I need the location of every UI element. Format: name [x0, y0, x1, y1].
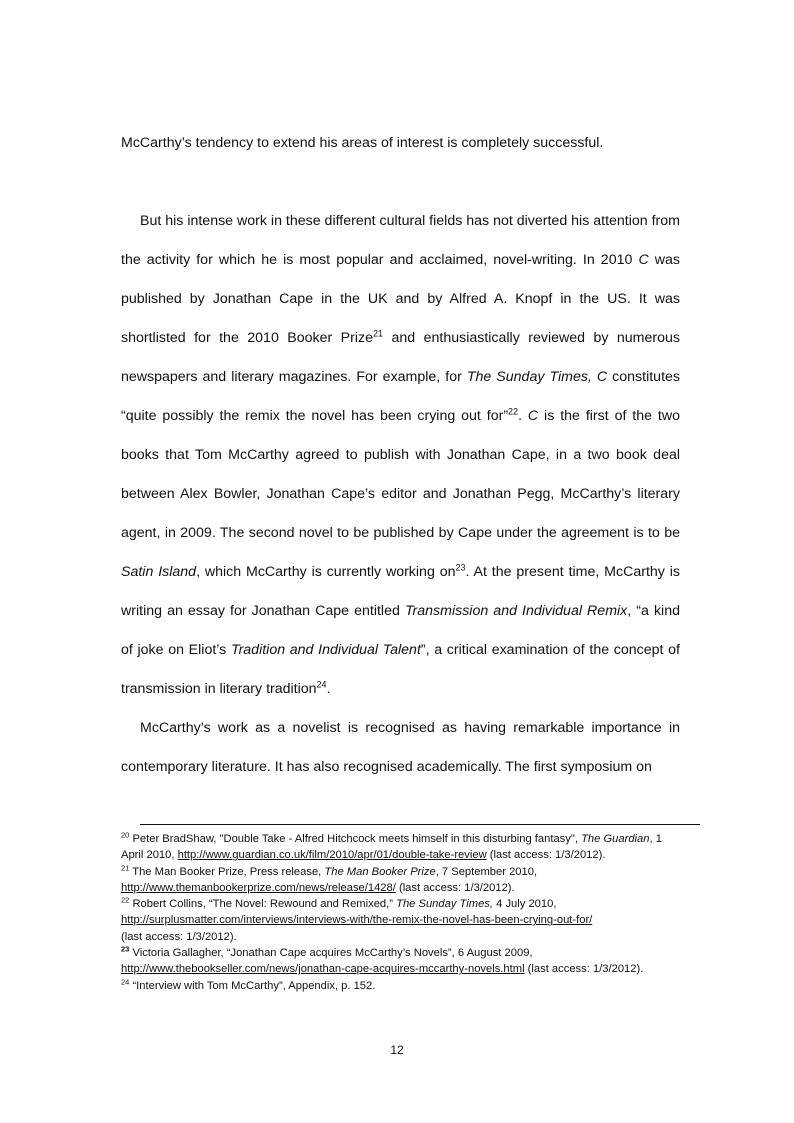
page-number: 12 [390, 1043, 404, 1057]
body-text [121, 124, 680, 787]
p2-text-c: was published by Jonathan Cape in the UK and by Alfred A. Knopf in the US. It was shortlisted for the 2010 Booker Prize [121, 252, 681, 346]
footnote-ref-24: 24 [316, 679, 327, 690]
paragraph-1 [121, 124, 680, 163]
footnotes [121, 831, 681, 994]
footnote-text: Peter BradShaw, "Double Take - Alfred Hitchcock meets himself in this disturbing fantasy", [129, 833, 582, 845]
p2-text-q: . [326, 681, 331, 697]
footnote-text: , 7 September 2010, [435, 865, 538, 878]
p2-title-transmission: Transmission and Individual Remix [404, 603, 628, 619]
p2-text-l: . At the present time, McCarthy is writing an essay for Jonathan Cape entitled [121, 564, 680, 619]
footnote-23 [121, 945, 681, 978]
footnote-separator [140, 824, 700, 825]
footnote-number: 24 [121, 976, 130, 986]
footnote-number: 22 [121, 895, 130, 905]
p2-text-k: , which McCarthy is currently working on [196, 564, 456, 580]
footnote-number: 20 [121, 830, 130, 840]
p2-text-a: But his intense work in these different cultural fields has not diverted his attention from the activity for which he is most popular and acclaimed, novel-writing. In 2010 [121, 213, 680, 268]
paragraph-3 [121, 709, 680, 787]
footnote-ref-21: 21 [373, 328, 384, 339]
footnote-number: 21 [121, 862, 130, 872]
footnote-number: 23 [121, 944, 130, 954]
footnote-20 [121, 831, 681, 864]
footnote-text: (last access: 1/3/2012). [121, 930, 237, 943]
footnote-link[interactable]: http://www.themanbookerprize.com/news/release/1428/ [121, 881, 396, 894]
footnote-24 [121, 978, 681, 994]
paragraph-2 [121, 202, 680, 709]
paragraph-1-text: McCarthy’s tendency to extend his areas of interest is completely successful. [121, 135, 604, 151]
p2-text-f: constitutes “quite possibly the remix the novel has been crying out for” [121, 369, 680, 424]
footnote-source-title: The Man Booker Prize [324, 865, 436, 878]
footnote-link[interactable]: http://surplusmatter.com/interviews/interviews-with/the-remix-the-novel-has-been-crying-out-for/ [121, 914, 593, 927]
footnote-source-title: The Guardian [581, 833, 650, 845]
p2-title-tradition: Tradition and Individual Talent [230, 642, 421, 658]
footnote-text: Victoria Gallagher, “Jonathan Cape acquires McCarthy’s Novels”, 6 August 2009, [129, 947, 533, 960]
footnote-source-title: The Sunday Times, [396, 898, 494, 911]
p2-text-d: and enthusiastically reviewed by numerous newspapers and literary magazines. For example, for [121, 330, 680, 385]
footnote-22 [121, 896, 681, 945]
footnote-text: , 1 April 2010, [121, 833, 662, 862]
footnote-ref-22: 22 [508, 406, 519, 417]
footnote-text: Robert Collins, “The Novel: Rewound and Remixed,” [129, 898, 397, 911]
p2-text-g: . [518, 408, 528, 424]
footnote-text: (last access: 1/3/2012). [486, 849, 606, 862]
footnote-text: 4 July 2010, [493, 898, 557, 911]
footnote-ref-23: 23 [455, 562, 466, 573]
footnote-text: (last access: 1/3/2012). [395, 881, 515, 894]
p2-title-satin-island: Satin Island [121, 564, 197, 580]
p2-title-sunday-times: The Sunday Times, C [466, 369, 608, 385]
footnote-text: “Interview with Tom McCarthy”, Appendix, p. 152. [129, 979, 376, 992]
p2-title-c: C [638, 252, 649, 268]
p2-text-n: , “a kind of joke on Eliot’s [121, 603, 680, 658]
footnote-link[interactable]: http://www.thebookseller.com/news/jonathan-cape-acquires-mccarthy-novels.html [121, 963, 525, 976]
p2-text-p: ”, a critical examination of the concept of transmission in literary tradition [121, 642, 680, 697]
p2-text-i: is the first of the two books that Tom McCarthy agreed to publish with Jonathan Cape, in a two book deal between Alex Bowler, Jonathan Cape’s editor and Jonathan Pegg, McCarthy’s literary agent, in 2009. The second novel to be published by Cape under the agreement is to be [121, 408, 680, 541]
footnote-link[interactable]: http://www.guardian.co.uk/film/2010/apr/01/double-take-review [177, 849, 487, 862]
footnote-text: (last access: 1/3/2012). [524, 963, 644, 976]
paragraph-3-text: McCarthy’s work as a novelist is recognised as having remarkable importance in contemporary literature. It has also recognised academically. The first symposium on [121, 720, 680, 775]
footnote-21 [121, 864, 681, 897]
footnote-text: The Man Booker Prize, Press release, [129, 865, 325, 878]
p2-title-c-2: C [527, 408, 539, 424]
